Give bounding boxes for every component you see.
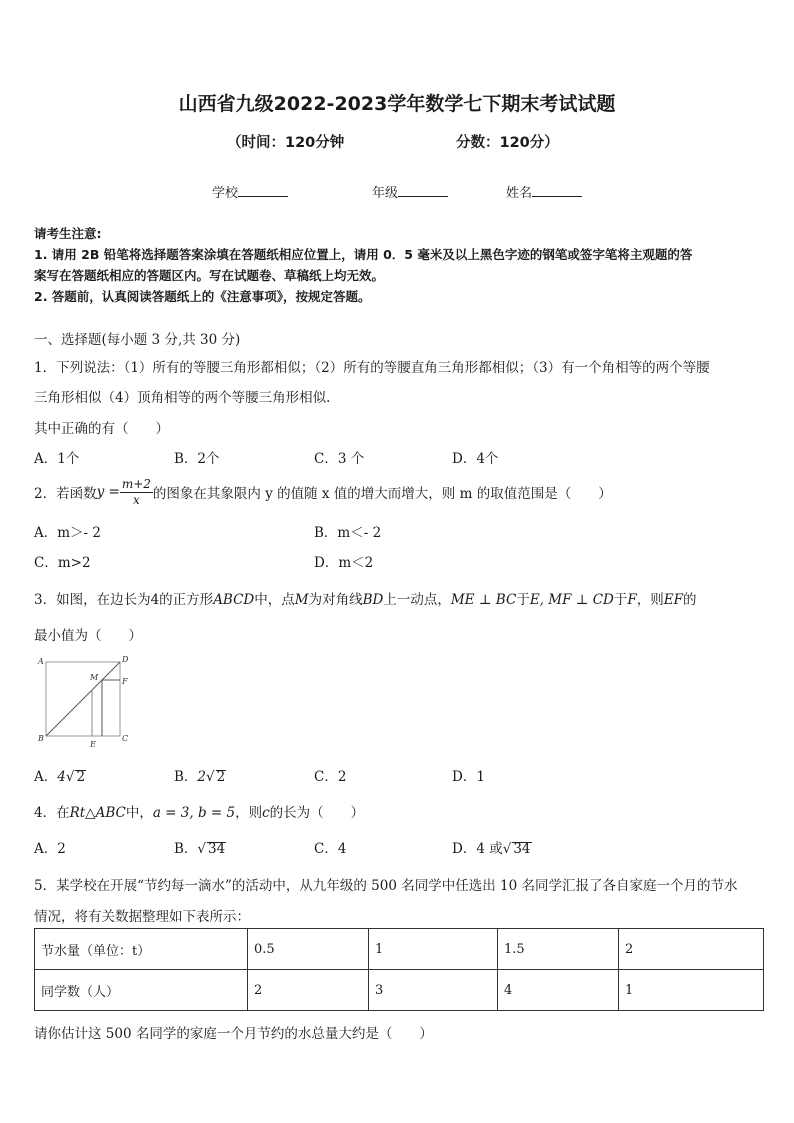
q4-opt-b-prefix: B． — [174, 841, 198, 857]
grade-blank[interactable] — [398, 184, 448, 197]
table-cell: 2 — [248, 970, 369, 1011]
grade-field — [372, 182, 448, 201]
q3-square-name: ABCD — [213, 592, 255, 608]
q3-opt-a-rad: 2 — [76, 769, 86, 785]
school-blank[interactable] — [238, 184, 288, 197]
q4-text-2: 中， — [125, 805, 153, 821]
page-title: 山西省九级2022-2023学年数学七下期末考试试题 — [178, 93, 616, 115]
q3-diagonal: BD — [362, 592, 384, 608]
q3-opt-b-coef: 2 — [197, 769, 207, 785]
q3-text-5: 于 — [516, 592, 530, 608]
diagonal-bd — [46, 662, 120, 736]
q3-line2: 最小值为（ ） — [34, 628, 142, 644]
q3-cond1: ME ⊥ BC — [450, 592, 517, 608]
q3-point-f: F — [627, 592, 637, 608]
q3-text-4: 上一动点， — [383, 592, 451, 608]
q1-line3: 其中正确的有（ ） — [34, 421, 169, 437]
q4-triangle: Rt△ABC — [69, 805, 126, 821]
q1-option-b[interactable]: B．2个 — [174, 451, 220, 467]
table-cell: 同学数（人） — [35, 970, 248, 1011]
q3-text-8: 的 — [682, 592, 697, 608]
q3-opt-b-rad: 2 — [216, 769, 226, 785]
q3-opt-b-prefix: B． — [174, 769, 198, 785]
table-cell: 3 — [369, 970, 498, 1011]
q4-opt-b-rad: 34 — [208, 841, 226, 857]
school-label: 学校 — [212, 186, 239, 201]
q4-text-3: ，则 — [235, 805, 263, 821]
q3-option-d[interactable]: D．1 — [452, 769, 485, 785]
q3-text-2: 中，点 — [254, 592, 295, 608]
table-cell: 0.5 — [248, 929, 369, 970]
q2-denominator: x — [132, 492, 140, 507]
name-field — [506, 182, 582, 201]
q4-option-b[interactable]: B．√ 34 — [174, 841, 226, 857]
notice-heading: 请考生注意: — [34, 226, 102, 241]
q2-stem — [34, 472, 612, 512]
q2-option-b[interactable]: B．m＜- 2 — [314, 525, 382, 541]
label-c: C — [122, 734, 129, 743]
label-b: B — [38, 734, 44, 743]
label-a: A — [38, 657, 44, 666]
q4-text-4: 的长为（ ） — [269, 805, 365, 821]
q3-cond2: E, MF ⊥ CD — [529, 592, 614, 608]
exam-score: 分数：120分） — [456, 135, 559, 151]
q3-opt-a-coef: 4 — [57, 769, 66, 785]
q3-point-m: M — [294, 592, 309, 608]
q2-option-a[interactable]: A．m＞- 2 — [34, 525, 101, 541]
q3-segment-ef: EF — [663, 592, 683, 608]
q4-stem — [34, 801, 364, 821]
notice-item1-line2: 案写在答题纸相应的答题区内。写在试题卷、草稿纸上均无效。 — [34, 268, 385, 283]
name-blank[interactable] — [532, 184, 582, 197]
name-label: 姓名 — [506, 186, 533, 201]
school-field — [212, 182, 288, 201]
q2-suffix: 的图象在其象限内 y 的值随 x 值的增大而增大，则 m 的取值范围是（ ） — [152, 486, 612, 502]
table-row — [35, 970, 764, 1011]
section-heading: 一、选择题(每小题 3 分,共 30 分) — [34, 332, 241, 348]
q4-option-d[interactable]: D．4 或√ 34 — [452, 841, 531, 857]
notice-item1-line1: 1. 请用 2B 铅笔将选择题答案涂填在答题纸相应位置上，请用 0．5 毫米及以上黑色字迹的钢笔或签字笔将主观题的答 — [34, 247, 693, 262]
q3-text-7: ，则 — [636, 592, 664, 608]
grade-label: 年级 — [372, 186, 399, 201]
q2-option-c[interactable]: C．m>2 — [34, 555, 91, 571]
q3-text-3: 为对角线 — [308, 592, 363, 608]
q4-opt-d-prefix: D．4 或 — [452, 841, 503, 857]
q3-option-a[interactable]: A．4√ 2 — [34, 769, 86, 785]
table-row — [35, 929, 764, 970]
q4-text-1: 4．在 — [34, 805, 70, 821]
q3-figure — [34, 652, 129, 748]
q1-option-d[interactable]: D．4个 — [452, 451, 499, 467]
q4-values: a = 3, b = 5 — [152, 805, 236, 821]
q5-line2: 情况，将有关数据整理如下表所示： — [34, 909, 250, 925]
q3-option-c[interactable]: C．2 — [314, 769, 347, 785]
exam-time: （时间：120分钟 — [227, 135, 345, 151]
table-cell: 4 — [498, 970, 619, 1011]
q1-line2: 三角形相似（4）顶角相等的两个等腰三角形相似. — [34, 390, 331, 406]
q2-y-eq: y = — [96, 484, 120, 500]
q3-text-1: 3．如图，在边长为4的正方形 — [34, 592, 214, 608]
table-cell: 1.5 — [498, 929, 619, 970]
label-m: M — [90, 673, 99, 682]
table-cell: 2 — [619, 929, 764, 970]
table-cell: 1 — [619, 970, 764, 1011]
q1-option-a[interactable]: A．1个 — [34, 451, 80, 467]
q4-option-a[interactable]: A．2 — [34, 841, 66, 857]
table-cell: 节水量（单位：t） — [35, 929, 248, 970]
q2-option-d[interactable]: D．m＜2 — [314, 555, 374, 571]
q1-option-c[interactable]: C．3 个 — [314, 451, 365, 467]
q4-side-c: c — [262, 805, 270, 821]
q2-fraction — [120, 477, 153, 508]
notice-item2: 2. 答题前，认真阅读答题纸上的《注意事项》，按规定答题。 — [34, 289, 371, 304]
q4-opt-d-rad: 34 — [513, 841, 531, 857]
q3-line1 — [34, 588, 696, 608]
q5-line1: 5．某学校在开展“节约每一滴水”的活动中，从九年级的 500 名同学中任选出 10 名同学汇报了各自家庭一个月的节水 — [34, 878, 738, 894]
q5-question: 请你估计这 500 名同学的家庭一个月节约的水总量大约是（ ） — [34, 1026, 433, 1042]
q2-prefix: 2．若函数 — [34, 486, 97, 502]
q2-numerator: m+2 — [121, 476, 151, 491]
label-f: F — [122, 677, 128, 686]
q1-line1: 1．下列说法：（1）所有的等腰三角形都相似；（2）所有的等腰直角三角形都相似；（3）有一个角相等的两个等腰 — [34, 360, 710, 376]
label-d: D — [122, 655, 129, 664]
label-e: E — [90, 740, 96, 748]
q3-option-b[interactable]: B．2√ 2 — [174, 769, 226, 785]
q5-data-table — [34, 928, 764, 1011]
table-cell: 1 — [369, 929, 498, 970]
q3-opt-a-prefix: A． — [34, 769, 58, 785]
q3-text-6: 于 — [613, 592, 628, 608]
q4-option-c[interactable]: C．4 — [314, 841, 347, 857]
